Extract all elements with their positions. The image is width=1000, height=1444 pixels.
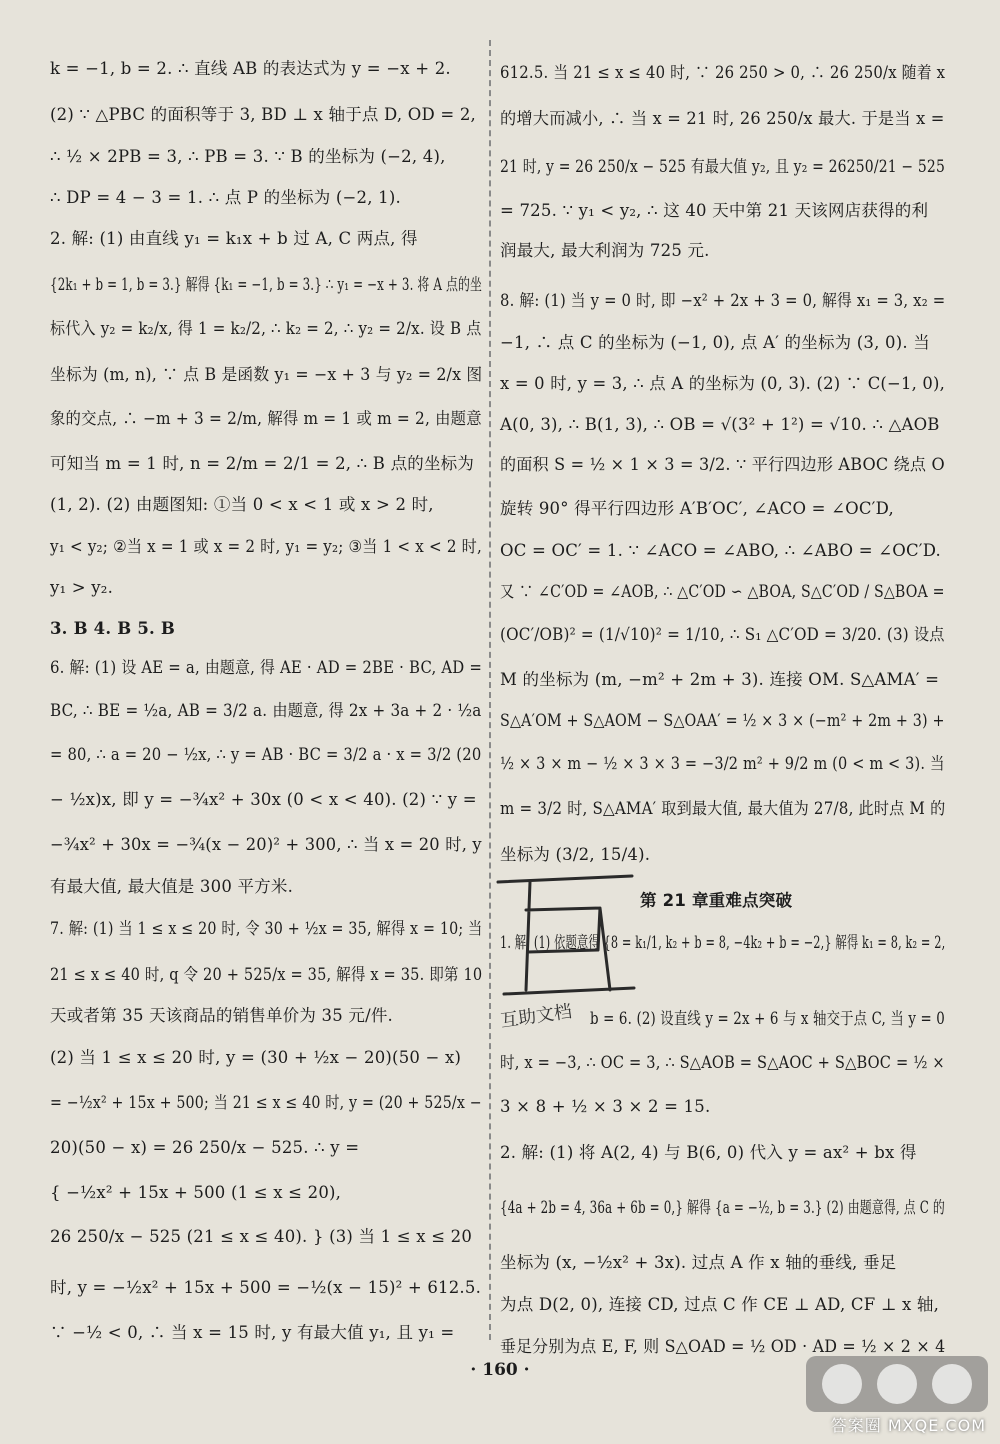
- stamp-text: 互助文档: [499, 1001, 574, 1032]
- text-line: 时, x = −3, ∴ OC = 3, ∴ S△AOB = S△AOC + S△BOC = ½ ×: [500, 1053, 945, 1072]
- text-line: −1, ∴ 点 C 的坐标为 (−1, 0), 点 A′ 的坐标为 (3, 0). 当: [500, 333, 930, 352]
- text-line: m = 3/2 时, S△AMA′ 取到最大值, 最大值为 27/8, 此时点 M 的: [500, 799, 946, 818]
- text-line: ∴ ½ × 2PB = 3, ∴ PB = 3. ∵ B 的坐标为 (−2, 4),: [50, 147, 446, 166]
- text-line: 2. 解: (1) 由直线 y₁ = k₁x + b 过 A, C 两点, 得: [50, 229, 418, 248]
- handwritten-stamp: [490, 870, 640, 1010]
- text-line: 有最大值, 最大值是 300 平方米.: [50, 877, 294, 896]
- text-line: ½ × 3 × m − ½ × 3 × 3 = −3/2 m² + 9/2 m (0 < m < 3). 当: [500, 754, 945, 773]
- text-line: 为点 D(2, 0), 连接 CD, 过点 C 作 CE ⊥ AD, CF ⊥ x 轴,: [500, 1295, 940, 1314]
- text-line: 象的交点, ∴ −m + 3 = 2/m, 解得 m = 1 或 m = 2, 由题意: [50, 409, 482, 428]
- text-line: ∵ −½ < 0, ∴ 当 x = 15 时, y 有最大值 y₁, 且 y₁ =: [50, 1323, 455, 1342]
- text-line: y₁ > y₂.: [50, 578, 114, 597]
- section-heading: 第 21 章重难点突破: [640, 891, 793, 910]
- text-line: 26 250/x − 525 (21 ≤ x ≤ 40). } (3) 当 1 ≤ x ≤ 20: [50, 1227, 473, 1246]
- text-line: 3. B 4. B 5. B: [50, 619, 176, 638]
- text-line: 垂足分别为点 E, F, 则 S△OAD = ½ OD · AD = ½ × 2 × 4: [500, 1337, 946, 1356]
- text-line: 坐标为 (3/2, 15/4).: [500, 845, 651, 864]
- text-line: 又 ∵ ∠C′OD = ∠AOB, ∴ △C′OD ∽ △BOA, S△C′OD / S△BOA =: [500, 582, 945, 601]
- text-line: BC, ∴ BE = ½a, AB = 3/2 a. 由题意, 得 2x + 3a + 2 · ½a: [50, 701, 482, 720]
- text-line: 21 时, y = 26 250/x − 525 有最大值 y₂, 且 y₂ = 26250/21 − 525: [500, 157, 946, 176]
- text-line: = 725. ∵ y₁ < y₂, ∴ 这 40 天中第 21 天该网店获得的利: [500, 201, 929, 220]
- text-line: − ½x)x, 即 y = −¾x² + 30x (0 < x < 40). (2) ∵ y =: [50, 790, 477, 809]
- text-line: 润最大, 最大利润为 725 元.: [500, 241, 710, 260]
- text-line: M 的坐标为 (m, −m² + 2m + 3). 连接 OM. S△AMA′ =: [500, 670, 940, 689]
- text-line: (2) 当 1 ≤ x ≤ 20 时, y = (30 + ½x − 20)(50 − x): [50, 1048, 462, 1067]
- text-line: OC = OC′ = 1. ∵ ∠ACO = ∠ABO, ∴ ∠ABO = ∠OC′D.: [500, 541, 942, 560]
- text-line: { −½x² + 15x + 500 (1 ≤ x ≤ 20),: [50, 1183, 342, 1202]
- text-line: {2k₁ + b = 1, b = 3.} 解得 {k₁ = −1, b = 3.} ∴ y₁ = −x + 3. 将 A 点的坐: [50, 275, 483, 294]
- text-line: (OC′/OB)² = (1/√10)² = 1/10, ∴ S₁ △C′OD = 3/20. (3) 设点: [500, 625, 945, 644]
- text-line: 612.5. 当 21 ≤ x ≤ 40 时, ∵ 26 250 > 0, ∴ 26 250/x 随着 x: [500, 63, 946, 82]
- text-line: y₁ < y₂; ②当 x = 1 或 x = 2 时, y₁ = y₂; ③当 1 < x < 2 时,: [50, 537, 482, 556]
- text-line: k = −1, b = 2. ∴ 直线 AB 的表达式为 y = −x + 2.: [50, 59, 451, 78]
- text-line: 可知当 m = 1 时, n = 2/m = 2/1 = 2, ∴ B 点的坐标为: [50, 454, 475, 473]
- text-line: 的面积 S = ½ × 1 × 3 = 3/2. ∵ 平行四边形 ABOC 绕点 O: [500, 455, 945, 474]
- text-line: 3 × 8 + ½ × 3 × 2 = 15.: [500, 1097, 711, 1116]
- text-line: 7. 解: (1) 当 1 ≤ x ≤ 20 时, 令 30 + ½x = 35, 解得 x = 10; 当: [50, 919, 483, 938]
- text-line: ∴ DP = 4 − 3 = 1. ∴ 点 P 的坐标为 (−2, 1).: [50, 188, 401, 207]
- text-line: b = 6. (2) 设直线 y = 2x + 6 与 x 轴交于点 C, 当 y = 0: [590, 1009, 945, 1028]
- text-line: A(0, 3), ∴ B(1, 3), ∴ OB = √(3² + 1²) = √10. ∴ △AOB: [500, 415, 940, 434]
- text-line: 2. 解: (1) 将 A(2, 4) 与 B(6, 0) 代入 y = ax² + bx 得: [500, 1143, 917, 1162]
- text-line: −¾x² + 30x = −¾(x − 20)² + 300, ∴ 当 x = 20 时, y: [50, 835, 482, 854]
- text-line: 8. 解: (1) 当 y = 0 时, 即 −x² + 2x + 3 = 0, 解得 x₁ = 3, x₂ =: [500, 291, 946, 310]
- text-line: 6. 解: (1) 设 AE = a, 由题意, 得 AE · AD = 2BE · BC, AD =: [50, 658, 483, 677]
- text-line: 旋转 90° 得平行四边形 A′B′OC′, ∠ACO = ∠OC′D,: [500, 499, 894, 518]
- page-number: · 160 ·: [470, 1360, 530, 1380]
- text-line: (1, 2). (2) 由题图知: ①当 0 < x < 1 或 x > 2 时,: [50, 495, 434, 514]
- text-line: (2) ∵ △PBC 的面积等于 3, BD ⊥ x 轴于点 D, OD = 2,: [50, 105, 476, 124]
- text-line: 坐标为 (x, −½x² + 3x). 过点 A 作 x 轴的垂线, 垂足: [500, 1253, 897, 1272]
- text-line: x = 0 时, y = 3, ∴ 点 A 的坐标为 (0, 3). (2) ∵ C(−1, 0),: [500, 374, 946, 393]
- text-line: 的增大而减小, ∴ 当 x = 21 时, 26 250/x 最大. 于是当 x =: [500, 109, 945, 128]
- text-line: 时, y = −½x² + 15x + 500 = −½(x − 15)² + 612.5.: [50, 1278, 482, 1297]
- text-line: 21 ≤ x ≤ 40 时, q 令 20 + 525/x = 35, 解得 x = 35. 即第 10: [50, 965, 483, 984]
- text-line: 1. 解: (1) 依题意得 {8 = k₁/1, k₂ + b = 8, −4k₂ + b = −2,} 解得 k₁ = 8, k₂ = 2,: [500, 933, 946, 952]
- text-line: 20)(50 − x) = 26 250/x − 525. ∴ y =: [50, 1138, 360, 1157]
- text-line: S△A′OM + S△AOM − S△OAA′ = ½ × 3 × (−m² + 2m + 3) +: [500, 711, 945, 730]
- watermark-text: 答案圈 MXQE.COM: [830, 1416, 986, 1435]
- column-divider: [489, 40, 491, 1340]
- text-line: = −½x² + 15x + 500; 当 21 ≤ x ≤ 40 时, y = (20 + 525/x −: [50, 1093, 482, 1112]
- text-line: = 80, ∴ a = 20 − ½x, ∴ y = AB · BC = 3/2 a · x = 3/2 (20: [50, 745, 482, 764]
- text-line: 坐标为 (m, n), ∵ 点 B 是函数 y₁ = −x + 3 与 y₂ = 2/x 图: [50, 365, 483, 384]
- text-line: 天或者第 35 天该商品的销售单价为 35 元/件.: [50, 1006, 393, 1025]
- text-line: {4a + 2b = 4, 36a + 6b = 0,} 解得 {a = −½, b = 3.} (2) 由题意得, 点 C 的: [500, 1198, 945, 1217]
- text-line: 标代入 y₂ = k₂/x, 得 1 = k₂/2, ∴ k₂ = 2, ∴ y₂ = 2/x. 设 B 点: [50, 319, 482, 338]
